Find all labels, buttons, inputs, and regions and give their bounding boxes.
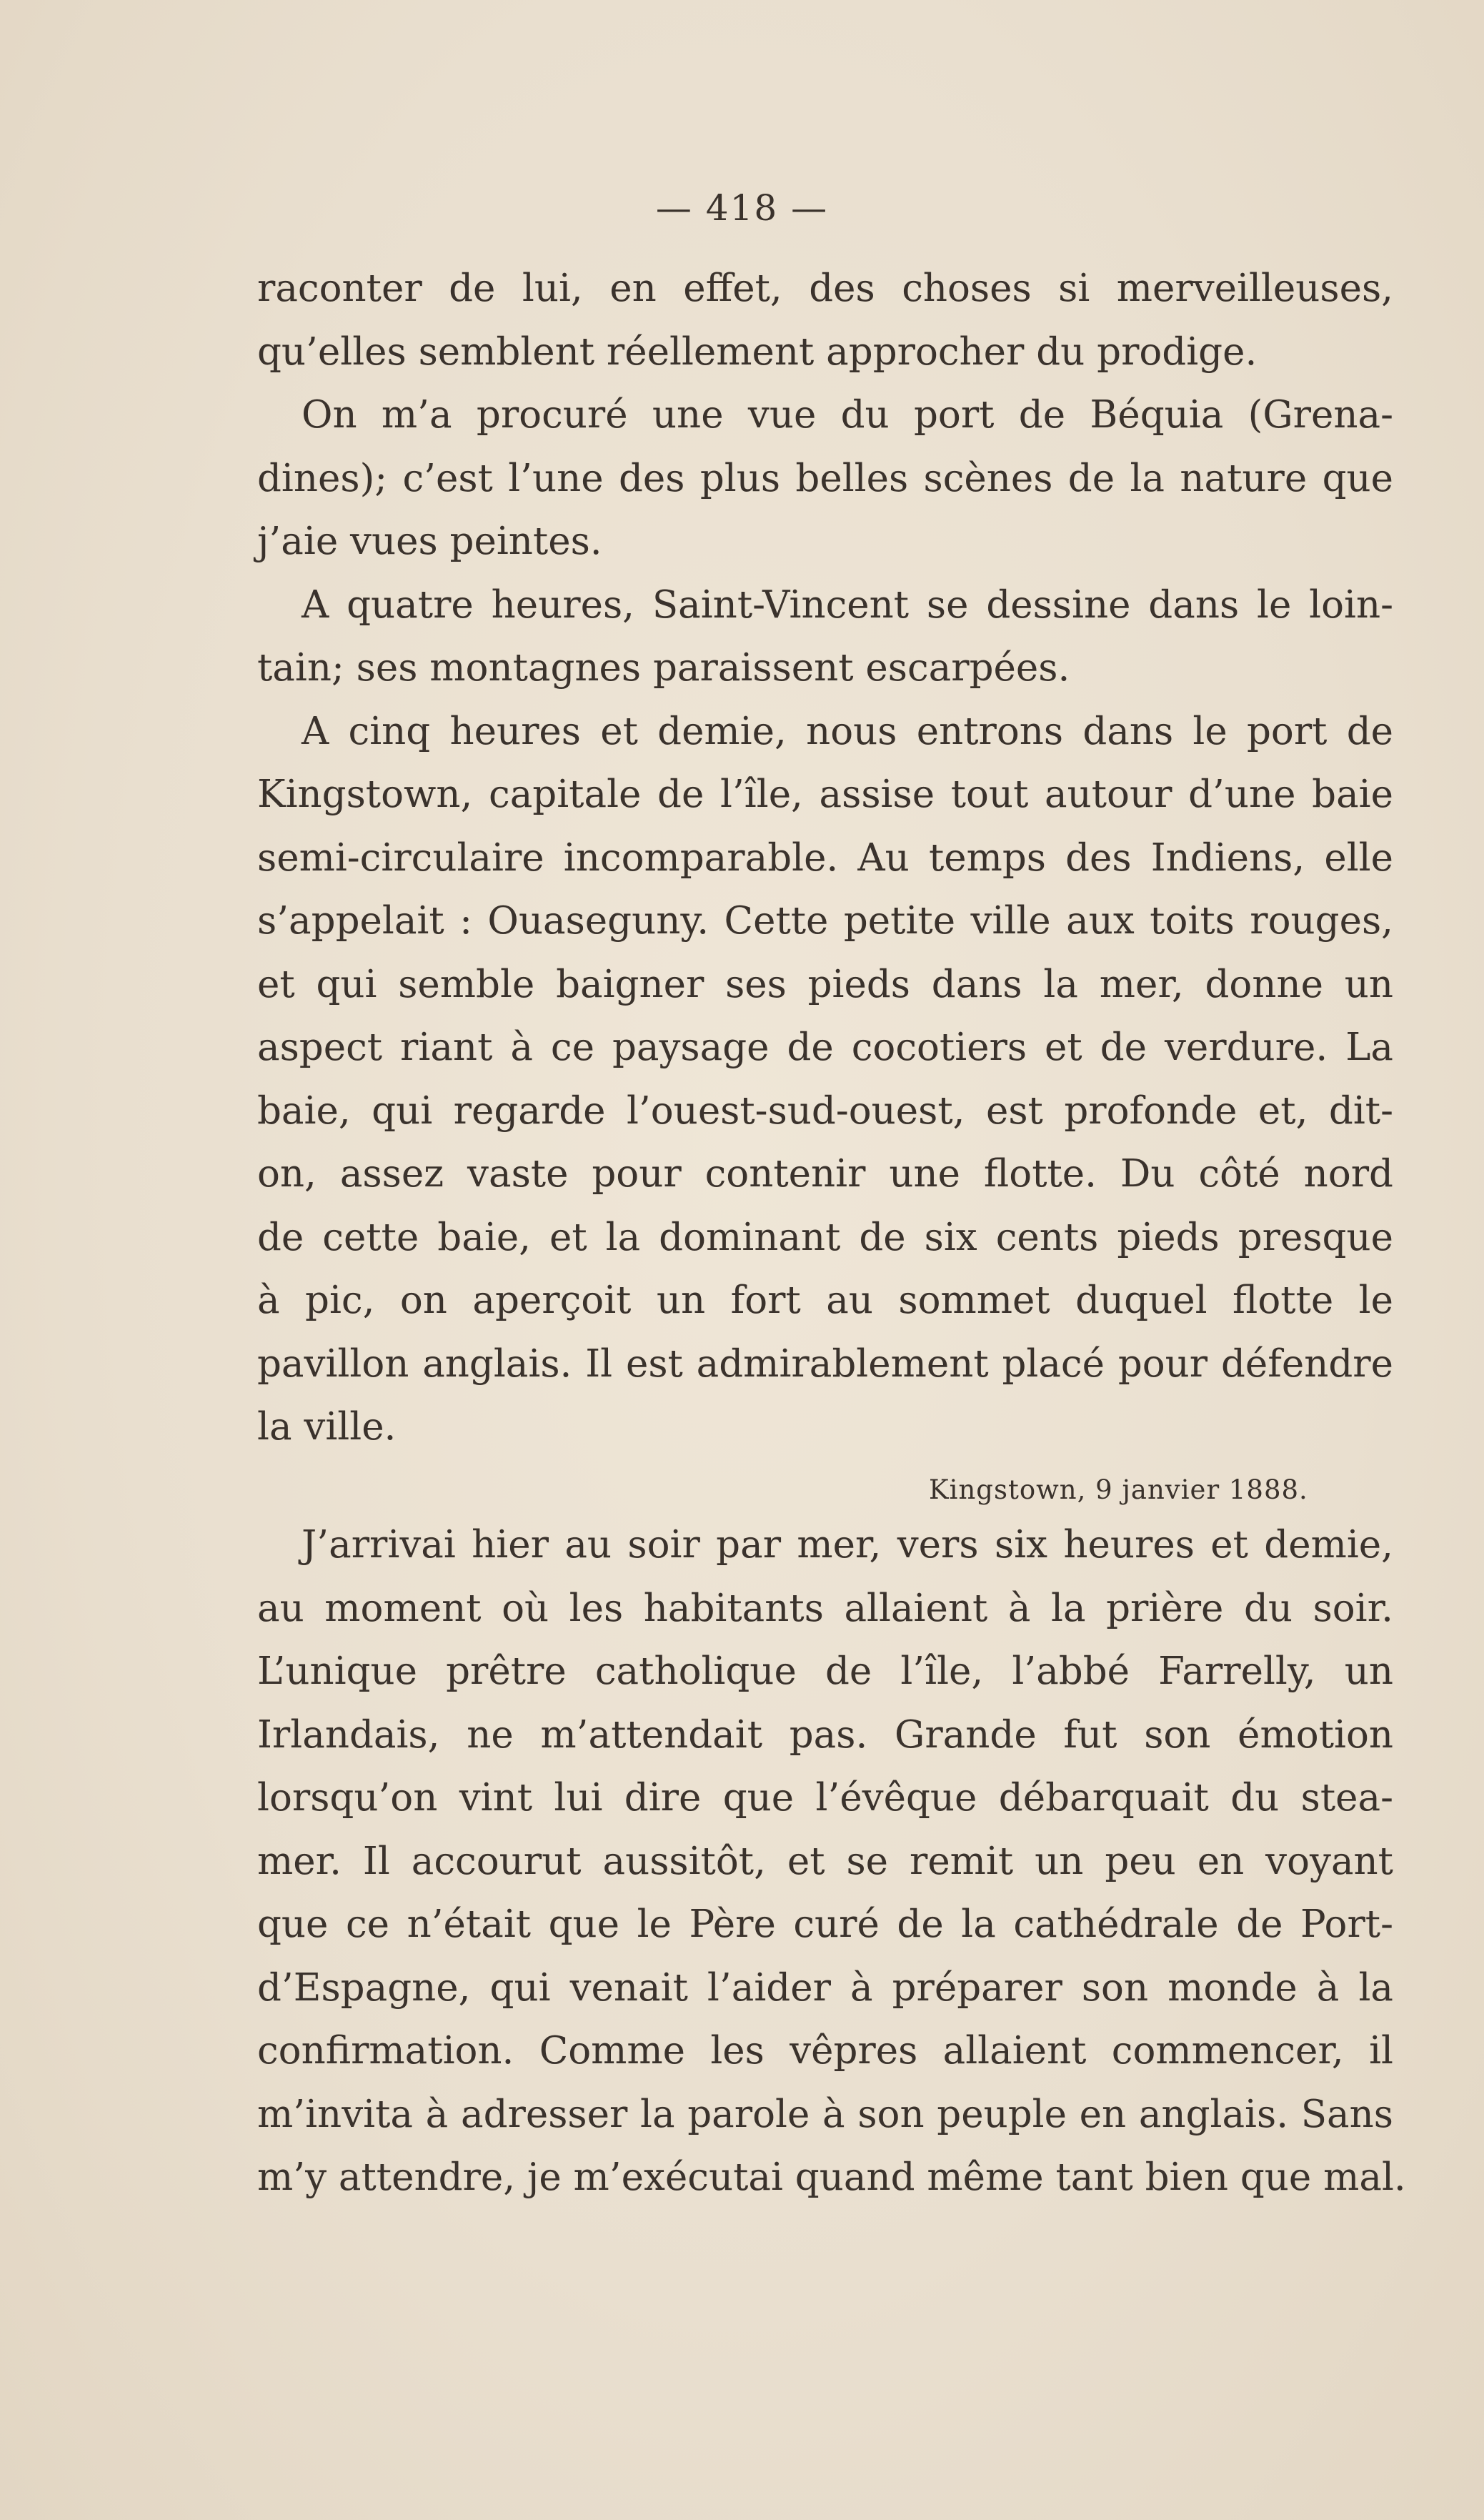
page-number: — 418 — <box>655 187 829 229</box>
text-line: d’Espagne, qui venait l’aider à préparer son monde à la <box>257 1965 1393 2010</box>
text-line: tain; ses montagnes paraissent escarpées. <box>257 646 1070 690</box>
text-line: qu’elles semblent réellement approcher du prodige. <box>257 329 1258 374</box>
text-line: lorsqu’on vint lui dire que l’évêque débarquait du stea- <box>257 1776 1393 1820</box>
dateline: Kingstown, 9 janvier 1888. <box>929 1474 1308 1505</box>
text-line: au moment où les habitants allaient à la prière du soir. <box>257 1586 1393 1630</box>
text-line: et qui semble baigner ses pieds dans la mer, donne un <box>257 962 1393 1006</box>
text-line: m’y attendre, je m’exécutai quand même tant bien que mal. <box>257 2156 1406 2199</box>
text-block-2 <box>257 1514 1406 2210</box>
text-line: Kingstown, capitale de l’île, assise tout autour d’une baie <box>257 773 1393 816</box>
text-line: On m’a procuré une vue du port de Béquia (Grena- <box>302 393 1393 437</box>
text-line: de cette baie, et la dominant de six cents pieds presque <box>257 1215 1393 1259</box>
text-line: la ville. <box>257 1405 397 1449</box>
text-line: dines); c’est l’une des plus belles scènes de la nature que <box>257 456 1393 500</box>
text-line: aspect riant à ce paysage de cocotiers et de verdure. La <box>257 1026 1393 1069</box>
text-line: j’aie vues peintes. <box>257 520 602 563</box>
text-line: baie, qui regarde l’ouest-sud-ouest, est profonde et, dit- <box>257 1088 1393 1133</box>
text-line: pavillon anglais. Il est admirablement placé pour défendre <box>257 1341 1393 1386</box>
text-line: L’unique prêtre catholique de l’île, l’abbé Farrelly, un <box>257 1650 1393 1693</box>
text-line: semi-circulaire incomparable. Au temps des Indiens, elle <box>257 835 1393 880</box>
text-block-1 <box>257 257 1393 1459</box>
text-line: s’appelait : Ouaseguny. Cette petite ville aux toits rouges, <box>257 899 1393 943</box>
text-line: m’invita à adresser la parole à son peuple en anglais. Sans <box>257 2092 1393 2136</box>
text-line: confirmation. Comme les vêpres allaient commencer, il <box>257 2029 1393 2073</box>
text-line: raconter de lui, en effet, des choses si merveilleuses, <box>257 267 1393 310</box>
text-line: J’arrivai hier au soir par mer, vers six heures et demie, <box>302 1523 1393 1567</box>
text-line: à pic, on aperçoit un fort au sommet duquel flotte le <box>257 1279 1393 1322</box>
text-line: mer. Il accourut aussitôt, et se remit un peu en voyant <box>257 1839 1393 1883</box>
text-line: on, assez vaste pour contenir une flotte. Du côté nord <box>257 1152 1393 1196</box>
text-line: que ce n’était que le Père curé de la cathédrale de Port- <box>257 1903 1393 1946</box>
text-line: Irlandais, ne m’attendait pas. Grande fut son émotion <box>257 1712 1393 1757</box>
text-line: A quatre heures, Saint-Vincent se dessine dans le loin- <box>302 582 1393 627</box>
text-line: A cinq heures et demie, nous entrons dans le port de <box>302 709 1393 753</box>
